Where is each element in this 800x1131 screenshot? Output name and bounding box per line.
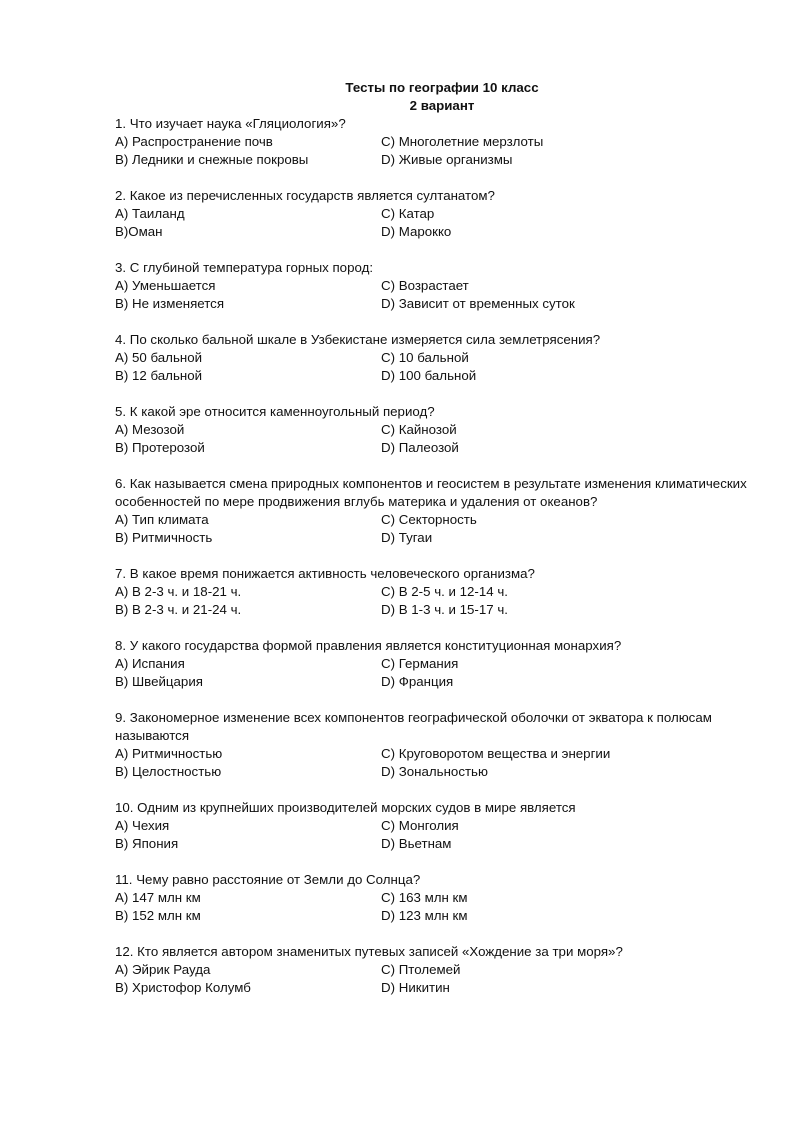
answer-option: A) Уменьшается: [115, 278, 216, 293]
option-row: [115, 511, 755, 529]
option-row: [115, 673, 755, 691]
question-6: [115, 475, 755, 547]
answer-option: D) Франция: [381, 674, 454, 689]
option-row: [115, 583, 755, 601]
answer-option: A) Эйрик Рауда: [115, 962, 211, 977]
answer-option: B) Швейцария: [115, 674, 203, 689]
answer-option: B) Целостностью: [115, 764, 222, 779]
answer-option: B) Христофор Колумб: [115, 980, 251, 995]
option-row: [115, 601, 755, 619]
answer-option: B) Не изменяется: [115, 296, 225, 311]
answer-option: C) Птолемей: [381, 962, 461, 977]
answer-option: C) Германия: [381, 656, 459, 671]
option-row: [115, 133, 755, 151]
answer-option: B) 12 бальной: [115, 368, 203, 383]
question-5: [115, 403, 755, 457]
answer-option: D) Зависит от временных суток: [381, 296, 575, 311]
option-row: [115, 439, 755, 457]
answer-option: D) Живые организмы: [381, 152, 513, 167]
answer-option: D) Никитин: [381, 980, 450, 995]
question-text: 9. Закономерное изменение всех компонентов географической оболочки от экватора к полюсам называются: [115, 710, 712, 743]
option-row: [115, 835, 755, 853]
answer-option: B) Ледники и снежные покровы: [115, 152, 309, 167]
answer-option: D) Марокко: [381, 224, 452, 239]
answer-option: C) Монголия: [381, 818, 459, 833]
option-row: [115, 529, 755, 547]
answer-option: D) Зональностью: [381, 764, 488, 779]
option-row: [115, 151, 755, 169]
answer-option: B) 152 млн км: [115, 908, 201, 923]
option-row: [115, 205, 755, 223]
answer-option: B) Ритмичность: [115, 530, 213, 545]
question-4: [115, 331, 755, 385]
document-title: [0, 79, 800, 115]
answer-option: B) Протерозой: [115, 440, 205, 455]
question-text: 5. К какой эре относится каменноугольный период?: [115, 404, 435, 419]
title-line-2: 2 вариант: [409, 98, 475, 113]
option-row: [115, 349, 755, 367]
option-row: [115, 223, 755, 241]
option-row: [115, 277, 755, 295]
answer-option: D) Палеозой: [381, 440, 459, 455]
answer-option: C) Многолетние мерзлоты: [381, 134, 544, 149]
answer-option: D) Тугаи: [381, 530, 433, 545]
answer-option: A) Чехия: [115, 818, 170, 833]
option-row: [115, 655, 755, 673]
option-row: [115, 367, 755, 385]
option-row: [115, 763, 755, 781]
question-7: [115, 565, 755, 619]
question-10: [115, 799, 755, 853]
answer-option: C) Катар: [381, 206, 435, 221]
question-1: [115, 115, 755, 169]
option-row: [115, 889, 755, 907]
question-list: [115, 115, 755, 1015]
answer-option: C) Секторность: [381, 512, 477, 527]
question-text: 10. Одним из крупнейших производителей морских судов в мире является: [115, 800, 576, 815]
question-text: 2. Какое из перечисленных государств является султанатом?: [115, 188, 495, 203]
question-11: [115, 871, 755, 925]
question-text: 7. В какое время понижается активность человеческого организма?: [115, 566, 535, 581]
answer-option: C) 10 бальной: [381, 350, 469, 365]
answer-option: A) Мезозой: [115, 422, 185, 437]
question-text: 3. С глубиной температура горных пород:: [115, 260, 374, 275]
answer-option: A) 147 млн км: [115, 890, 201, 905]
answer-option: B) В 2-3 ч. и 21-24 ч.: [115, 602, 242, 617]
option-row: [115, 907, 755, 925]
answer-option: D) Вьетнам: [381, 836, 452, 851]
answer-option: C) Круговоротом вещества и энергии: [381, 746, 611, 761]
answer-option: D) 100 бальной: [381, 368, 477, 383]
question-8: [115, 637, 755, 691]
answer-option: A) Таиланд: [115, 206, 185, 221]
answer-option: C) Возрастает: [381, 278, 469, 293]
option-row: [115, 961, 755, 979]
question-text: 12. Кто является автором знаменитых путевых записей «Хождение за три моря»?: [115, 944, 623, 959]
question-text: 4. По сколько бальной шкале в Узбекистане измеряется сила землетрясения?: [115, 332, 601, 347]
answer-option: A) Тип климата: [115, 512, 209, 527]
question-3: [115, 259, 755, 313]
answer-option: B)Оман: [115, 224, 163, 239]
question-text: 6. Как называется смена природных компонентов и геосистем в результате изменения климатических особенностей по мере продвижения вглубь материка и удаления от океанов?: [115, 476, 747, 509]
question-12: [115, 943, 755, 997]
answer-option: A) Ритмичностью: [115, 746, 223, 761]
answer-option: C) 163 млн км: [381, 890, 468, 905]
answer-option: C) Кайнозой: [381, 422, 457, 437]
answer-option: B) Япония: [115, 836, 179, 851]
option-row: [115, 421, 755, 439]
answer-option: A) В 2-3 ч. и 18-21 ч.: [115, 584, 242, 599]
answer-option: A) Испания: [115, 656, 185, 671]
option-row: [115, 979, 755, 997]
title-line-1: Тесты по географии 10 класс: [345, 80, 539, 95]
answer-option: D) В 1-3 ч. и 15-17 ч.: [381, 602, 508, 617]
question-9: [115, 709, 755, 781]
question-2: [115, 187, 755, 241]
answer-option: D) 123 млн км: [381, 908, 468, 923]
option-row: [115, 745, 755, 763]
answer-option: C) В 2-5 ч. и 12-14 ч.: [381, 584, 508, 599]
answer-option: A) 50 бальной: [115, 350, 203, 365]
question-text: 8. У какого государства формой правления является конституционная монархия?: [115, 638, 622, 653]
option-row: [115, 295, 755, 313]
question-text: 1. Что изучает наука «Гляциология»?: [115, 116, 346, 131]
option-row: [115, 817, 755, 835]
answer-option: A) Распространение почв: [115, 134, 273, 149]
question-text: 11. Чему равно расстояние от Земли до Солнца?: [115, 872, 421, 887]
